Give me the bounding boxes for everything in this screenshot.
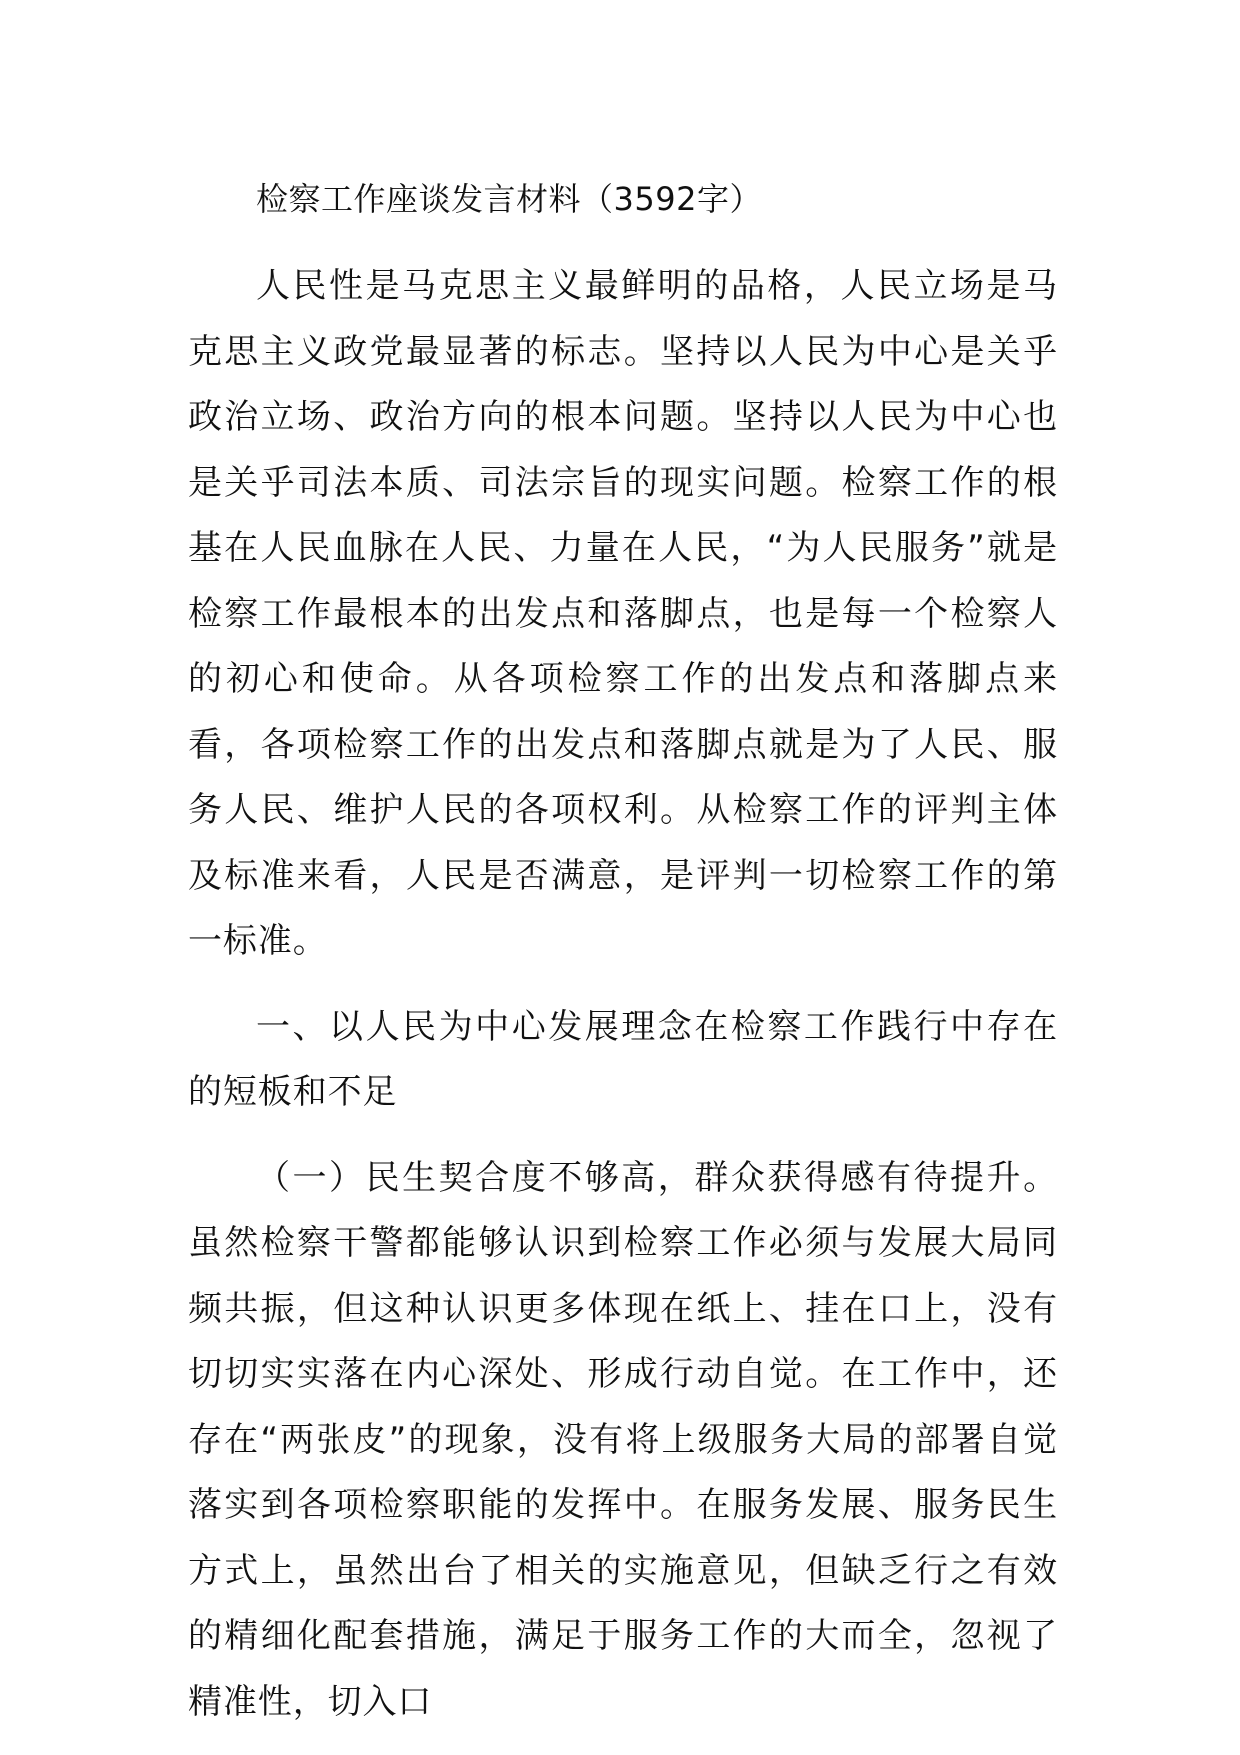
subsection-paragraph: （一）民生契合度不够高，群众获得感有待提升。虽然检察干警都能够认识到检察工作必须与发展大局同频共振，但这种认识更多体现在纸上、挂在口上，没有切切实实落在内心深处、形成行动自觉。在工作中，还存在“两张皮”的现象，没有将上级服务大局的部署自觉落实到各项检察职能的发挥中。在服务发展、服务民生方式上，虽然出台了相关的实施意见，但缺乏行之有效的精细化配套措施，满足于服务工作的大而全，忽视了精准性，切入口 (188, 1157, 1058, 1722)
document-title: 检察工作座谈发言材料（3592字） (256, 180, 762, 218)
document-page (188, 170, 1058, 1755)
intro-paragraph: 人民性是马克思主义最鲜明的品格，人民立场是马克思主义政党最显著的标志。坚持以人民为中心是关乎政治立场、政治方向的根本问题。坚持以人民为中心也是关乎司法本质、司法宗旨的现实问题。检察工作的根基在人民血脉在人民、力量在人民，“为人民服务”就是检察工作最根本的出发点和落脚点，也是每一个检察人的初心和使命。从各项检察工作的出发点和落脚点来看，各项检察工作的出发点和落脚点就是为了人民、服务人民、维护人民的各项权利。从检察工作的评判主体及标准来看，人民是否满意，是评判一切检察工作的第一标准。 (188, 266, 1058, 961)
section-heading: 一、以人民为中心发展理念在检察工作践行中存在的短板和不足 (188, 1006, 1058, 1112)
